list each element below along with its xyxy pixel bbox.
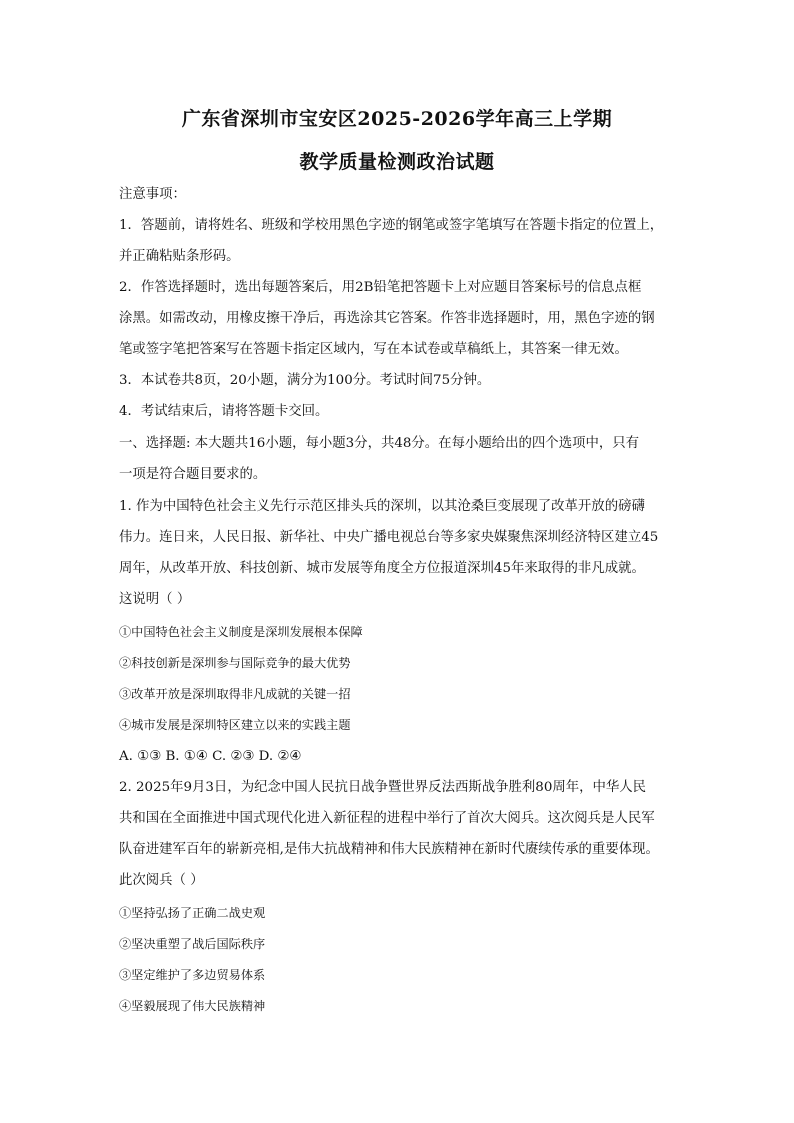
- question-1-prompt: 这说明（ ）: [119, 592, 191, 607]
- document-title: 广东省深圳市宝安区2025-2026学年高三上学期: [181, 108, 613, 130]
- notice-line: 4．考试结束后，请将答题卡交回。: [119, 404, 329, 419]
- question-2-prompt: 此次阅兵（ ）: [119, 873, 204, 888]
- notice-heading: 注意事项：: [119, 187, 186, 202]
- question-2-stem: 共和国在全面推进中国式现代化进入新征程的进程中举行了首次大阅兵。这次阅兵是人民军: [119, 811, 655, 826]
- section-heading-cont: 一项是符合题目要求的。: [119, 467, 267, 482]
- notice-line: 笔或签字笔把答案写在答题卡指定区域内，写在本试卷或草稿纸上，其答案一律无效。: [119, 342, 628, 357]
- question-2-stem: 队奋进建军百年的崭新亮相,是伟大抗战精神和伟大民族精神在新时代赓续传承的重要体现。: [119, 842, 659, 857]
- question-1-stem: 周年，从改革开放、科技创新、城市发展等角度全方位报道深圳45年来取得的非凡成就。: [119, 561, 645, 576]
- question-1-item: ③改革开放是深圳取得非凡成就的关键一招: [119, 687, 351, 701]
- section-heading: 一、选择题: 本大题共16小题，每小题3分，共48分。在每小题给出的四个选项中，只有: [119, 436, 640, 451]
- question-2-item: ④坚毅展现了伟大民族精神: [119, 999, 266, 1013]
- notice-line: 并正确粘贴条形码。: [119, 249, 240, 264]
- question-2-item: ③坚定维护了多边贸易体系: [119, 968, 266, 982]
- question-2-item: ②坚决重塑了战后国际秩序: [119, 937, 266, 951]
- notice-line: 2．作答选择题时，选出每题答案后，用2B铅笔把答题卡上对应题目答案标号的信息点框: [119, 280, 642, 295]
- notice-line: 涂黑。如需改动，用橡皮擦干净后，再选涂其它答案。作答非选择题时，用，黑色字迹的钢: [119, 311, 655, 326]
- question-1-stem: 1. 作为中国特色社会主义先行示范区排头兵的深圳，以其沧桑巨变展现了改革开放的磅礴: [119, 499, 645, 514]
- question-2-item: ①坚持弘扬了正确二战史观: [119, 906, 266, 920]
- question-1-stem: 伟力。连日来，人民日报、新华社、中央广播电视总台等多家央媒聚焦深圳经济特区建立45: [119, 530, 659, 545]
- question-1-choices: A. ①③ B. ①④ C. ②③ D. ②④: [119, 749, 302, 764]
- document-subtitle: 教学质量检测政治试题: [299, 151, 495, 173]
- question-1-item: ②科技创新是深圳参与国际竞争的最大优势: [119, 656, 351, 670]
- question-2-stem: 2. 2025年9月3日，为纪念中国人民抗日战争暨世界反法西斯战争胜利80周年，中华人民: [119, 780, 647, 795]
- question-1-item: ④城市发展是深圳特区建立以来的实践主题: [119, 718, 351, 732]
- question-1-item: ①中国特色社会主义制度是深圳发展根本保障: [119, 625, 363, 639]
- notice-line: 3．本试卷共8页，20小题，满分为100分。考试时间75分钟。: [119, 373, 491, 388]
- notice-line: 1．答题前，请将姓名、班级和学校用黑色字迹的钢笔或签字笔填写在答题卡指定的位置上，: [119, 218, 664, 233]
